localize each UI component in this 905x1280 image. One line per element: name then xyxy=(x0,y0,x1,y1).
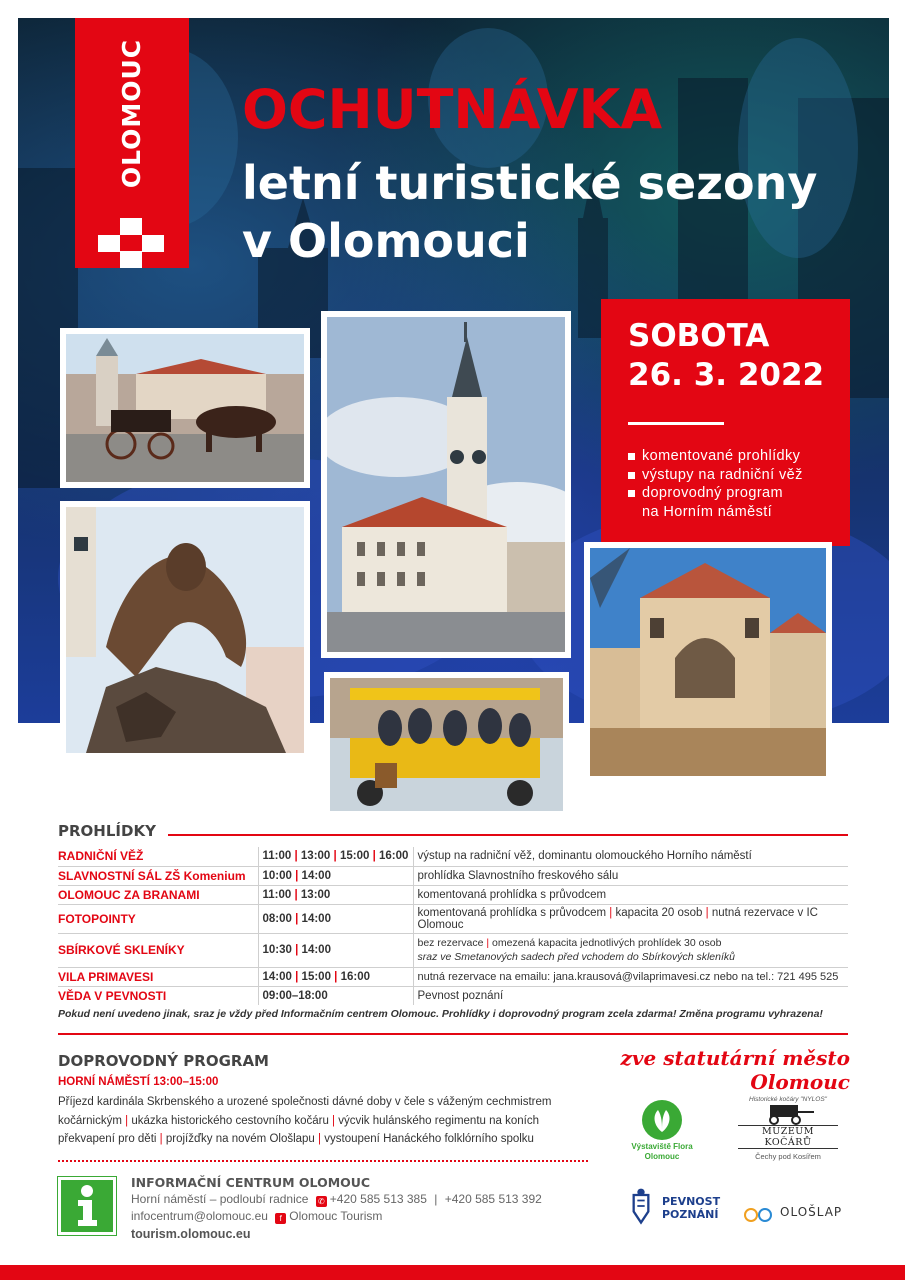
checker-logo-icon xyxy=(98,218,166,268)
flora-leaf-icon xyxy=(640,1098,684,1142)
phone-icon: ✆ xyxy=(316,1196,327,1207)
facebook-link[interactable]: Olomouc Tourism xyxy=(289,1209,383,1223)
tour-name: OLOMOUC ZA BRANAMI xyxy=(58,885,258,904)
email-link[interactable]: infocentrum@olomouc.eu xyxy=(131,1209,268,1223)
tours-heading: PROHLÍDKY xyxy=(58,822,848,844)
table-row xyxy=(58,967,848,986)
tour-name: VĚDA V PEVNOSTI xyxy=(58,988,167,1003)
table-row xyxy=(58,866,848,885)
tour-description: výstup na radniční věž, dominantu olomouckého Horního náměstí xyxy=(413,847,848,866)
phone-link[interactable]: +420 585 513 385 xyxy=(329,1192,427,1206)
tour-times: 14:00 | 15:00 | 16:00 xyxy=(258,967,413,986)
photo-horse-carriage xyxy=(60,328,310,488)
partner-pevnost: PEVNOST POZNÁNÍ xyxy=(630,1186,725,1230)
info-icon xyxy=(58,1177,116,1235)
divider xyxy=(58,1033,848,1035)
tour-times: 11:00 | 13:00 xyxy=(258,885,413,904)
olomouc-logo-text: OLOMOUC xyxy=(117,38,147,188)
subtitle: letní turistické sezony v Olomouci xyxy=(242,156,818,268)
tour-description: nutná rezervace na emailu: jana.krausová@vilaprimavesi.cz nebo na tel.: 721 495 525 xyxy=(413,967,848,986)
facebook-icon: f xyxy=(275,1213,286,1224)
tour-name: FOTOPOINTY xyxy=(58,904,258,933)
event-date-box xyxy=(601,299,850,546)
program-place: HORNÍ NÁMĚSTÍ 13:00–15:00 xyxy=(58,1076,219,1088)
table-row xyxy=(58,933,848,967)
list-item: komentované prohlídky xyxy=(628,447,850,466)
list-item: výstupy na radniční věž xyxy=(628,466,850,485)
tour-times: 11:00 | 13:00 | 15:00 | 16:00 xyxy=(258,847,413,866)
tour-description: komentovaná prohlídka s průvodcem | kapacita 20 osob | nutná rezervace v IC Olomouc xyxy=(413,904,848,933)
table-row xyxy=(58,904,848,933)
bullet-icon xyxy=(628,472,635,479)
bullet-icon xyxy=(628,490,635,497)
tour-description: bez rezervace | omezená kapacita jednotlivých prohlídek 30 osob sraz ve Smetanových sadech před vchodem do Sbírkových skleníků xyxy=(413,933,848,967)
tour-description: prohlídka Slavnostního freskového sálu xyxy=(413,866,848,885)
program-description: Příjezd kardinála Skrbenského a urozené společnosti dávné doby v čele s váženým cechmistrem kočárnickým | ukázka historického cestovního kočáru | výcvik hulánského regimentu na koních překvapení pro děti | projížďky na novém Ološlapu | vystoupení Hanáckého folklórního spolku xyxy=(58,1096,552,1145)
event-day: SOBOTA xyxy=(628,318,770,354)
info-contacts xyxy=(131,1209,382,1224)
partner-oloslap: OLOŠLAP xyxy=(744,1202,854,1226)
tour-name: SBÍRKOVÉ SKLENÍKY xyxy=(58,933,258,967)
photo-villa-primavesi xyxy=(584,542,832,782)
tour-description: komentovaná prohlídka s průvodcem xyxy=(413,885,848,904)
tour-name: VILA PRIMAVESI xyxy=(58,967,258,986)
list-item: doprovodný program xyxy=(628,484,850,503)
tour-name: RADNIČNÍ VĚŽ xyxy=(58,847,258,866)
table-row xyxy=(58,885,848,904)
bullet-icon xyxy=(628,453,635,460)
info-centre-title: INFORMAČNÍ CENTRUM OLOMOUC xyxy=(131,1175,371,1190)
divider xyxy=(628,422,724,425)
slogan: zve statutární město Olomouc xyxy=(620,1046,850,1094)
website-link[interactable]: tourism.olomouc.eu xyxy=(131,1227,251,1241)
program-heading: DOPROVODNÝ PROGRAM xyxy=(58,1052,269,1070)
info-address-phones: Horní náměstí – podloubí radnice ✆ +420 585 513 385 | +420 585 513 392 xyxy=(131,1192,542,1206)
list-item: na Horním náměstí xyxy=(642,503,773,520)
photo-town-hall xyxy=(321,311,571,658)
tour-times: 10:00 | 14:00 xyxy=(258,866,413,885)
meeting-note: Pokud není uvedeno jinak, sraz je vždy před Informačním centrem Olomouc. Prohlídky i doprovodný program zcela zdarma! Změna programu vyhrazena! xyxy=(58,1008,823,1020)
phone-link[interactable]: +420 585 513 392 xyxy=(444,1192,542,1206)
tours-table xyxy=(58,847,848,1005)
table-row xyxy=(58,847,848,866)
tour-name: SLAVNOSTNÍ SÁL ZŠ Komenium xyxy=(58,866,258,885)
tour-description: Pevnost poznání xyxy=(413,986,848,1005)
footer-bar xyxy=(0,1265,905,1280)
partner-museum: Historické kočáry "NYLOS" MUZEUM KOČÁRŮ Čechy pod Kosířem xyxy=(738,1096,838,1161)
bike-icon xyxy=(744,1204,774,1222)
highlights-list xyxy=(628,447,850,521)
tour-times: 10:30 | 14:00 xyxy=(258,933,413,967)
divider xyxy=(168,834,848,836)
partner-flora: Výstaviště Flora Olomouc xyxy=(626,1098,698,1162)
event-date: 26. 3. 2022 xyxy=(628,357,825,393)
pevnost-knight-icon xyxy=(630,1186,652,1226)
table-row xyxy=(58,986,848,1005)
tour-times: 08:00 | 14:00 xyxy=(258,904,413,933)
main-title: OCHUTNÁVKA xyxy=(242,78,663,141)
carriage-icon xyxy=(758,1103,818,1125)
divider xyxy=(58,1160,588,1162)
tour-times: 09:00–18:00 xyxy=(258,986,413,1005)
photo-caesar-fountain xyxy=(60,501,310,759)
photo-beer-bike xyxy=(324,672,569,817)
